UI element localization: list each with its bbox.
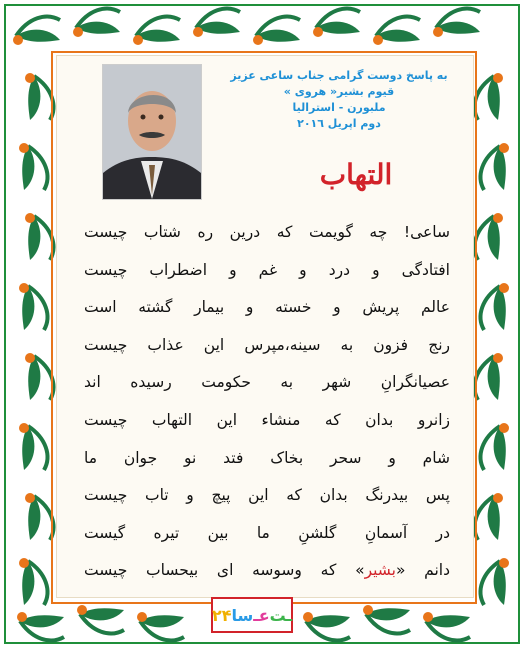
author-portrait (102, 64, 202, 200)
verse-part: » که وسوسه ای بیحساب چیست (84, 561, 365, 580)
logo-part: عـ (253, 605, 270, 625)
verse-line: شام و سحر بخاک فتد نو جوان ما (84, 448, 450, 467)
poet-name-highlight: بشیر (364, 561, 396, 580)
verse-part: دانم « (395, 561, 451, 580)
logo-part: سا (231, 605, 254, 625)
verse-line: عالم پریش و خسته و بیمار گشته است (84, 298, 450, 317)
verse-line: عصیانگرانِ شهر به حکومت رسیده اند (84, 373, 450, 392)
verse-line: پس بیدرنگ بدان که این پیچ و تاب چیست (84, 486, 450, 505)
verse-line: افتادگی و درد و غم و اضطراب چیست (84, 260, 450, 279)
verse-line-final (84, 552, 450, 590)
poem-title: التهاب (319, 158, 393, 191)
logo-part: ۲۴ (211, 605, 232, 625)
location: ملبورن - استرالیا (292, 101, 386, 114)
author-name: قیوم بشیر« هروی » (283, 85, 395, 98)
dedication-header (224, 68, 454, 132)
dedication-line: به پاسخ دوست گرامی جناب ساعی عزیز (230, 69, 448, 82)
date: دوم اپریل ۲۰۱٦ (297, 117, 381, 130)
verse-line: رنج فزون به سینه،مپرس این عذاب چیست (84, 335, 450, 354)
verse-line: در آسمانِ گلشنِ ما بین تیره گیست (84, 523, 450, 542)
poem-body (84, 214, 450, 590)
verse-line: زانرو بدان که منشاء این التهاب چیست (84, 410, 450, 429)
verse-line: ساعی! چه گویمت که درین ره شتاب چیست (84, 223, 450, 241)
logo-part: ـت (269, 605, 293, 625)
site-logo-badge[interactable] (211, 597, 293, 633)
